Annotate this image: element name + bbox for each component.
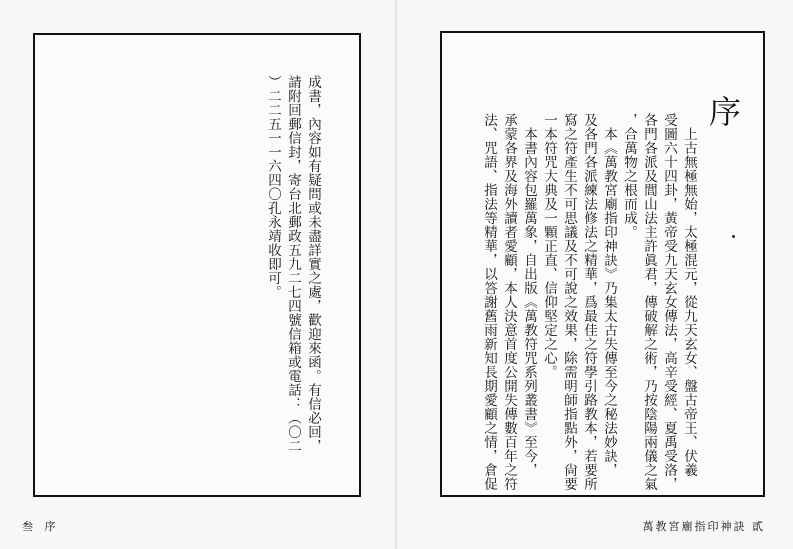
right-page — [397, 0, 793, 549]
right-line-8: 一本符咒大典及一顆正直、信仰堅定之心。 — [541, 113, 557, 379]
stray-dot-mark — [732, 235, 735, 238]
right-line-9: 本書內容包羅萬象，自出版《萬教符咒系列叢書》至今， — [521, 127, 537, 477]
left-line-2: 請附回郵信封，寄台北郵政五九二七四號信箱或電話：（〇二 — [285, 75, 301, 453]
right-page-body — [479, 113, 699, 493]
right-page-footer: 萬教宮廟指印神訣 貳 — [642, 520, 765, 533]
right-line-10: 承蒙各界及海外讀者愛顧，本人決意首度公開失傳數百年之符 — [501, 113, 517, 491]
left-page-body — [263, 75, 323, 455]
right-line-5: 本《萬教宮廟指印神訣》乃集太古失傳至今之秘法妙訣， — [601, 127, 617, 477]
right-line-2: 受圖六十四卦，黃帝受九天玄女傳法，高辛受經、夏禹受洛， — [661, 113, 677, 491]
right-line-11: 法、咒語、指法等精華，以答謝舊雨新知長期愛顧之情，倉促 — [481, 113, 497, 491]
right-line-4: ，合萬物之根而成。 — [621, 113, 637, 239]
left-line-1: 成書，內容如有疑問或未盡詳實之處，歡迎來函。有信必回， — [305, 75, 321, 453]
preface-title: 序 — [704, 95, 742, 127]
right-page-frame — [440, 31, 765, 497]
left-page-footer: 叁 序 — [22, 520, 60, 533]
left-page — [0, 0, 396, 549]
right-line-6: 及各門各派練法修法之精華，爲最佳之符學引路教本，若要所 — [581, 113, 597, 491]
left-line-3: ）二二五一一六四〇孔永靖收即可。 — [265, 75, 281, 299]
right-line-3: 各門各派及閭山法主許眞君，傳破解之術，乃按陰陽兩儀之氣 — [641, 113, 657, 491]
right-line-7: 寫之符產生不可思議及不可說之效果，除需明師指點外，尙要 — [561, 113, 577, 491]
left-page-frame — [33, 33, 361, 497]
right-line-1: 上古無極無始，太極混元，從九天玄女、盤古帝王、伏羲 — [681, 127, 697, 477]
